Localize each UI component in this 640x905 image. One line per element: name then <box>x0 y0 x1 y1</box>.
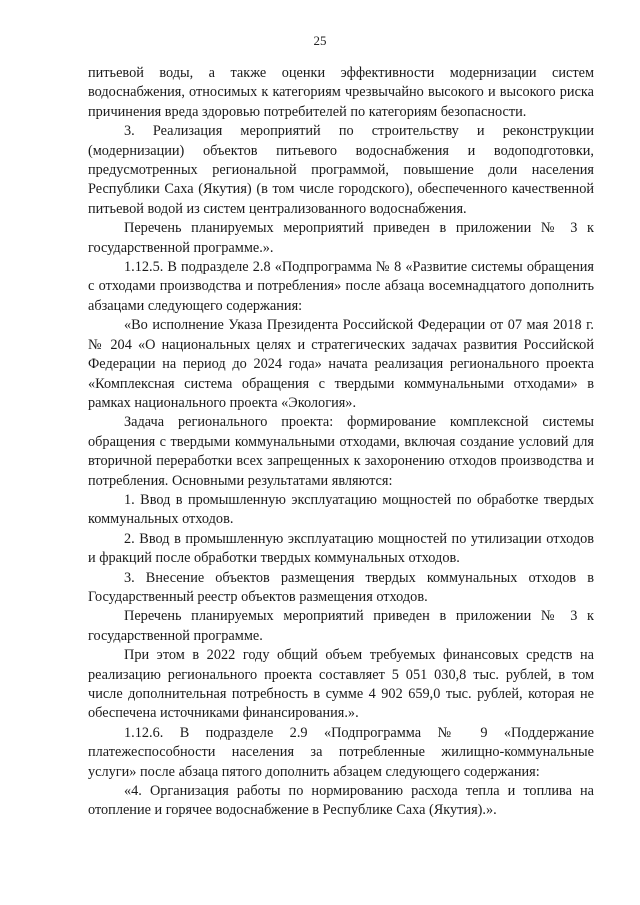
paragraph: Перечень планируемых мероприятий приведен в приложении № 3 к государственной программе.». <box>88 220 594 256</box>
page-number: 25 <box>313 33 327 48</box>
paragraph: 1. Ввод в промышленную эксплуатацию мощностей по обработке твердых коммунальных отходов. <box>88 491 594 528</box>
paragraph: Задача регионального проекта: формирование комплексной системы обращения с твердыми коммунальными отходами, включая создание условий для вторичной переработки всех запрещенных к захоронению отходов производства и потребления. Основными результатами являются: <box>88 414 594 489</box>
document-body <box>88 64 594 821</box>
paragraph: Перечень планируемых мероприятий приведен в приложении № 3 к государственной программе. <box>88 608 594 644</box>
paragraph: 3. Внесение объектов размещения твердых коммунальных отходов в Государственный реестр объектов размещения отходов. <box>88 569 594 605</box>
paragraph: При этом в 2022 году общий объем требуемых финансовых средств на реализацию регионального проекта составляет 5 051 030,8 тыс. рублей, в том числе дополнительная потребность в сумме 4 902 659,0 тыс. рублей, которая не обеспечена источниками финансирования.». <box>88 647 594 722</box>
paragraph: 3. Реализация мероприятий по строительству и реконструкции (модернизации) объектов питьевого водоснабжения и водоподготовки, предусмотренных региональной программой, повышение доли населения Республики Саха (Якутия) (в том числе городского), обеспеченного качественной питьевой водой из систем централизованного водоснабжения. <box>88 123 594 217</box>
paragraph: питьевой воды, а также оценки эффективности модернизации систем водоснабжения, относимых к категориям чрезвычайно высокого и высокого риска причинения вреда здоровью потребителей по категориям безопасности. <box>88 65 594 120</box>
paragraph: «Во исполнение Указа Президента Российской Федерации от 07 мая 2018 г. № 204 «О национальных целях и стратегических задачах развития Российской Федерации на период до 2024 года» начата реализация регионального проекта «Комплексная система обращения с твердыми коммунальными отходами» в рамках национального проекта «Экология». <box>88 317 594 411</box>
paragraph: 1.12.6. В подразделе 2.9 «Подпрограмма № 9 «Поддержание платежеспособности населения за потребленные жилищно-коммунальные услуги» после абзаца пятого дополнить абзацем следующего содержания: <box>88 724 594 780</box>
paragraph: 1.12.5. В подразделе 2.8 «Подпрограмма № 8 «Развитие системы обращения с отходами производства и потребления» после абзаца восемнадцатого дополнить абзацами следующего содержания: <box>88 259 594 314</box>
paragraph: «4. Организация работы по нормированию расхода тепла и топлива на отопление и горячее водоснабжение в Республике Саха (Якутия).». <box>88 783 594 819</box>
paragraph: 2. Ввод в промышленную эксплуатацию мощностей по утилизации отходов и фракций после обработки твердых коммунальных отходов. <box>88 530 594 567</box>
